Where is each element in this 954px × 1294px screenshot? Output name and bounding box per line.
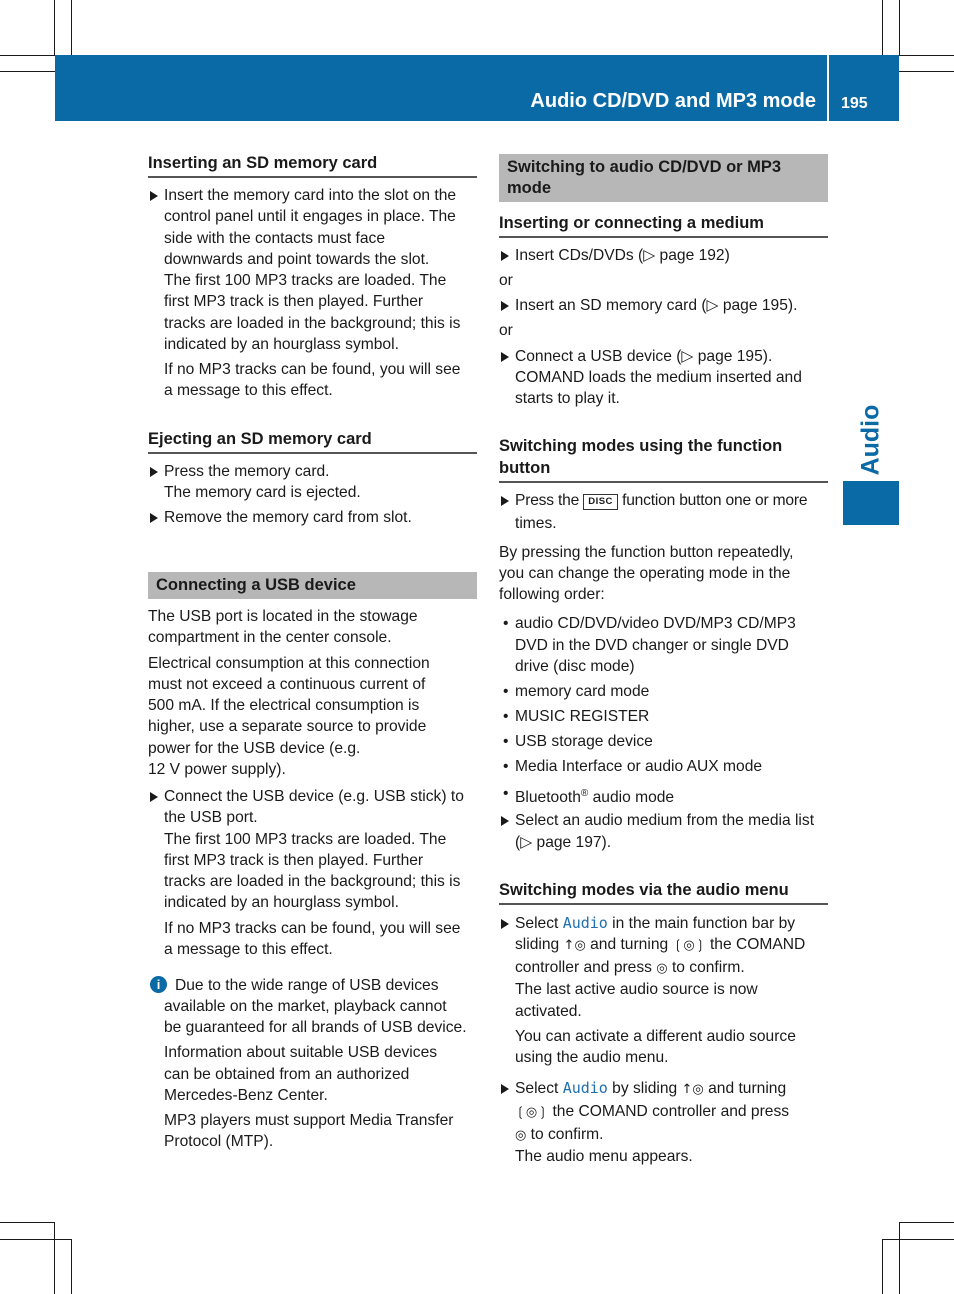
note-text: using the audio menu.	[515, 1049, 669, 1066]
side-tab	[843, 481, 899, 525]
crop-mark	[54, 0, 55, 55]
step-text: activated.	[515, 1003, 582, 1020]
body-text: following order:	[499, 586, 605, 603]
crop-mark	[899, 0, 900, 55]
audio-menu-label: Audio	[562, 914, 608, 932]
step-text-part: and turning	[585, 936, 673, 953]
step-arrow-icon	[150, 467, 158, 477]
step-text: Insert the memory card into the slot on the	[164, 187, 457, 204]
note-text: You can activate a different audio source	[515, 1028, 796, 1045]
info-text: Information about suitable USB devices	[164, 1044, 438, 1061]
side-tab-label: Audio	[856, 404, 885, 476]
step-text-part: the COMAND controller and press	[548, 1103, 790, 1120]
crop-mark	[899, 55, 954, 56]
list-item: Media Interface or audio AUX mode	[515, 758, 763, 775]
step-text: Insert an SD memory card (▷ page 195).	[515, 297, 798, 314]
crop-mark	[0, 55, 55, 56]
step-text	[515, 1101, 789, 1123]
note-text: a message to this effect.	[164, 941, 333, 958]
step-text	[515, 1124, 603, 1146]
slide-controller-icon: ↑◎	[563, 938, 586, 953]
step-text-part: function button one or more	[622, 492, 808, 509]
list-item-part: audio mode	[588, 789, 675, 807]
note-text: a message to this effect.	[164, 382, 333, 399]
press-controller-icon: ◎	[515, 1128, 527, 1143]
step-text	[515, 957, 745, 979]
list-bullet: •	[503, 785, 509, 802]
section-heading-switch-audio	[499, 154, 828, 202]
step-text: Connect a USB device (▷ page 195).	[515, 348, 773, 365]
heading-line: Switching to audio CD/DVD or MP3	[507, 158, 782, 176]
step-arrow-icon	[150, 792, 158, 802]
slide-controller-icon: ↑◎	[681, 1082, 704, 1097]
list-item: audio CD/DVD/video DVD/MP3 CD/MP3	[515, 615, 796, 632]
step-text: control panel until it engages in place. The	[164, 208, 456, 225]
heading-line: Switching modes using the function	[499, 437, 783, 455]
heading-line: mode	[507, 179, 552, 197]
info-text: MP3 players must support Media Transfer	[164, 1112, 454, 1129]
step-text-part: Select	[515, 915, 563, 932]
section-heading-insert-sd: Inserting an SD memory card	[148, 152, 477, 178]
section-heading-usb: Connecting a USB device	[148, 572, 477, 599]
section-heading-function-button	[499, 435, 828, 483]
crop-mark	[0, 71, 55, 72]
page-number: 195	[841, 95, 868, 112]
step-text-part: Select	[515, 1080, 563, 1097]
info-text: Protocol (MTP).	[164, 1133, 274, 1150]
step-text: (▷ page 197).	[515, 834, 612, 851]
info-icon: i	[150, 976, 167, 993]
step-arrow-icon	[150, 513, 158, 523]
list-bullet: •	[503, 708, 509, 725]
step-text	[515, 934, 805, 956]
info-text: be guaranteed for all brands of USB device.	[164, 1019, 467, 1036]
step-text: side with the contacts must face	[164, 230, 386, 247]
step-text: downwards and point towards the slot.	[164, 251, 430, 268]
step-arrow-icon	[501, 816, 509, 826]
crop-mark	[882, 1239, 954, 1240]
step-text: The memory card is ejected.	[164, 484, 361, 501]
body-text: By pressing the function button repeatedly,	[499, 544, 794, 561]
step-text: the USB port.	[164, 809, 258, 826]
section-heading-insert-medium: Inserting or connecting a medium	[499, 212, 828, 238]
step-arrow-icon	[501, 352, 509, 362]
step-text: first MP3 track is then played. Further	[164, 293, 424, 310]
step-arrow-icon	[501, 301, 509, 311]
step-text	[515, 1078, 786, 1100]
step-text: first MP3 track is then played. Further	[164, 852, 424, 869]
info-text: available on the market, playback cannot	[164, 998, 447, 1015]
step-text: times.	[515, 515, 557, 532]
info-text: Mercedes-Benz Center.	[164, 1087, 328, 1104]
step-text: indicated by an hourglass symbol.	[164, 336, 399, 353]
body-text: must not exceed a continuous current of	[148, 676, 426, 693]
step-arrow-icon	[501, 251, 509, 261]
press-controller-icon: ◎	[656, 961, 668, 976]
or-text: or	[499, 322, 513, 339]
note-text: If no MP3 tracks can be found, you will see	[164, 920, 461, 937]
step-text: Remove the memory card from slot.	[164, 509, 412, 526]
step-text	[515, 913, 795, 934]
section-heading-eject-sd: Ejecting an SD memory card	[148, 428, 477, 454]
step-text: Connect the USB device (e.g. USB stick) to	[164, 788, 464, 805]
header-divider	[827, 55, 829, 121]
step-text: Select an audio medium from the media list	[515, 812, 815, 829]
info-text: can be obtained from an authorized	[164, 1066, 410, 1083]
list-bullet: •	[503, 615, 509, 632]
step-text: The first 100 MP3 tracks are loaded. The	[164, 272, 447, 289]
body-text: compartment in the center console.	[148, 629, 392, 646]
crop-mark	[71, 0, 72, 55]
list-item: drive (disc mode)	[515, 658, 635, 675]
list-item	[515, 783, 674, 808]
step-arrow-icon	[501, 1084, 509, 1094]
heading-line: button	[499, 459, 551, 477]
crop-mark	[899, 71, 954, 72]
section-heading-audio-menu: Switching modes via the audio menu	[499, 879, 828, 905]
body-text: The USB port is located in the stowage	[148, 608, 418, 625]
step-text: The first 100 MP3 tracks are loaded. The	[164, 831, 447, 848]
list-item: MUSIC REGISTER	[515, 708, 650, 725]
crop-mark	[899, 1222, 900, 1294]
step-text	[515, 490, 807, 511]
or-text: or	[499, 272, 513, 289]
step-text: The last active audio source is now	[515, 981, 758, 998]
body-text: 500 mA. If the electrical consumption is	[148, 697, 420, 714]
disc-button-key: DISC	[583, 494, 618, 510]
step-text: COMAND loads the medium inserted and	[515, 369, 802, 386]
step-text-part: and turning	[703, 1080, 787, 1097]
list-item: USB storage device	[515, 733, 653, 750]
page-title: Audio CD/DVD and MP3 mode	[530, 90, 816, 112]
list-item: DVD in the DVD changer or single DVD	[515, 637, 789, 654]
crop-mark	[0, 1222, 55, 1223]
crop-mark	[54, 1222, 55, 1294]
step-text: indicated by an hourglass symbol.	[164, 894, 399, 911]
crop-mark	[882, 0, 883, 55]
step-arrow-icon	[501, 919, 509, 929]
crop-mark	[899, 1222, 954, 1223]
list-bullet: •	[503, 733, 509, 750]
step-text-part: in the main function bar by	[607, 915, 796, 932]
list-item: memory card mode	[515, 683, 650, 700]
step-text-part: to confirm.	[667, 959, 745, 976]
crop-mark	[882, 1239, 883, 1294]
step-arrow-icon	[150, 191, 158, 201]
body-text: 12 V power supply).	[148, 761, 286, 778]
note-text: If no MP3 tracks can be found, you will see	[164, 361, 461, 378]
step-text-part: the COMAND	[705, 936, 806, 953]
step-text: Press the memory card.	[164, 463, 330, 480]
list-bullet: •	[503, 683, 509, 700]
list-bullet: •	[503, 758, 509, 775]
audio-menu-label: Audio	[562, 1079, 608, 1097]
crop-mark	[71, 1239, 72, 1294]
step-text: The audio menu appears.	[515, 1148, 693, 1165]
step-text: tracks are loaded in the background; this is	[164, 873, 461, 890]
registered-mark: ®	[580, 788, 589, 799]
body-text: you can change the operating mode in the	[499, 565, 791, 582]
step-text-part: sliding	[515, 936, 564, 953]
step-arrow-icon	[501, 496, 509, 506]
info-text: Due to the wide range of USB devices	[175, 977, 439, 994]
turn-controller-icon: ❲◎❳	[672, 938, 706, 953]
crop-mark	[0, 1239, 72, 1240]
list-item-part: Bluetooth	[515, 789, 581, 807]
body-text: power for the USB device (e.g.	[148, 740, 361, 757]
step-text-part: by sliding	[607, 1080, 682, 1097]
body-text: Electrical consumption at this connection	[148, 655, 430, 672]
step-text: tracks are loaded in the background; this is	[164, 315, 461, 332]
body-text: higher, use a separate source to provide	[148, 718, 427, 735]
step-text-part: Press the	[515, 492, 580, 509]
step-text: Insert CDs/DVDs (▷ page 192)	[515, 247, 730, 264]
step-text-part: to confirm.	[526, 1126, 604, 1143]
turn-controller-icon: ❲◎❳	[515, 1105, 549, 1120]
step-text: starts to play it.	[515, 390, 620, 407]
step-text-part: controller and press	[515, 959, 657, 976]
